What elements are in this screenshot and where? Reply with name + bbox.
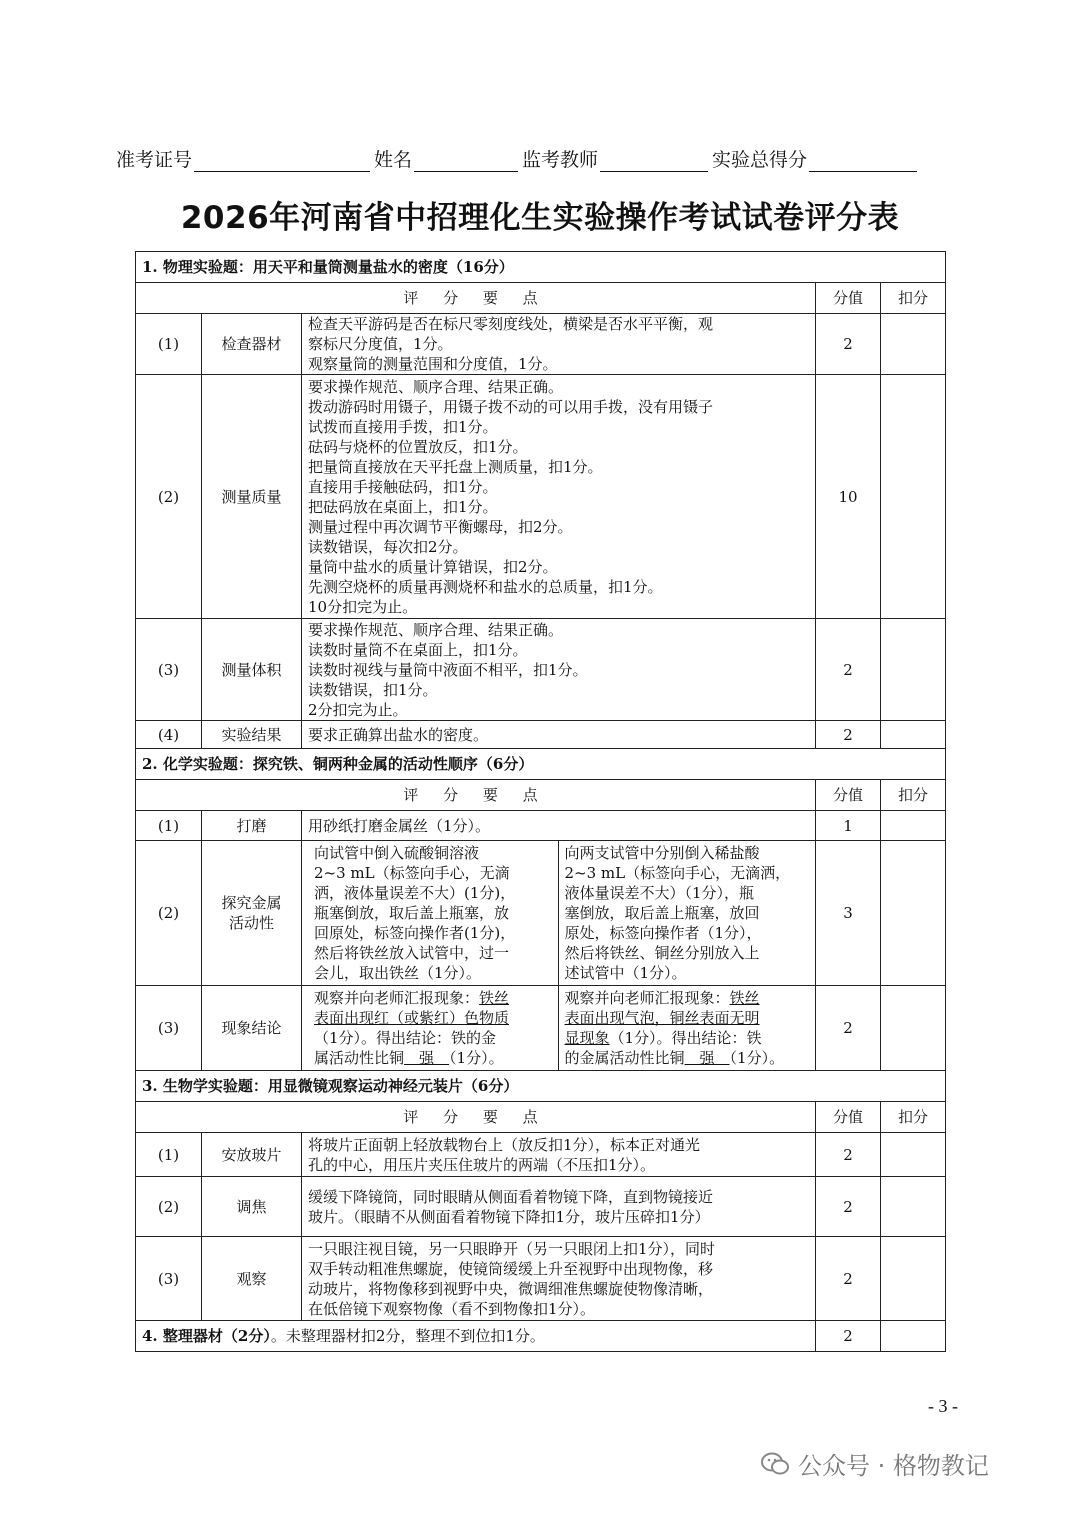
deduct-cell[interactable] bbox=[881, 1133, 946, 1177]
total-score-blank bbox=[809, 149, 917, 172]
table-row bbox=[136, 619, 946, 721]
page-number: - 3 - bbox=[928, 1396, 958, 1416]
row-item: 探究金属 活动性 bbox=[202, 841, 302, 986]
row-item: 现象结论 bbox=[202, 986, 302, 1071]
table-row bbox=[136, 314, 946, 375]
row-score: 2 bbox=[816, 721, 881, 749]
section-heading: 2. 化学实验题：探究铁、铜两种金属的活动性顺序（6分） bbox=[136, 749, 946, 780]
row-criteria: 要求操作规范、顺序合理、结果正确。 读数时量筒不在桌面上，扣1分。 读数时视线与量筒中液面不相平，扣1分。 读数错误，扣1分。 2分扣完为止。 bbox=[302, 619, 816, 721]
score-table bbox=[135, 251, 946, 1352]
row-item: 测量质量 bbox=[202, 375, 302, 619]
row-number: (3) bbox=[136, 986, 202, 1071]
table-row bbox=[136, 721, 946, 749]
row-score: 10 bbox=[816, 375, 881, 619]
column-header-deduct: 扣分 bbox=[881, 780, 946, 811]
row-score: 2 bbox=[816, 986, 881, 1071]
row-number: (4) bbox=[136, 721, 202, 749]
column-header-deduct: 扣分 bbox=[881, 283, 946, 314]
row-criteria: 检查天平游码是否在标尺零刻度线处，横梁是否水平平衡，观 察标尺分度值，1分。 观察量筒的测量范围和分度值，1分。 bbox=[302, 314, 816, 375]
row-criteria bbox=[302, 986, 816, 1071]
name-blank bbox=[414, 149, 518, 172]
row-score: 2 bbox=[816, 619, 881, 721]
deduct-cell[interactable] bbox=[881, 375, 946, 619]
row-item: 安放玻片 bbox=[202, 1133, 302, 1177]
row-score: 2 bbox=[816, 314, 881, 375]
row-criteria: 缓缓下降镜筒，同时眼睛从侧面看着物镜下降，直到物镜接近 玻片。（眼睛不从侧面看着物镜下降扣1分，玻片压碎扣1分） bbox=[302, 1177, 816, 1237]
row-score: 2 bbox=[816, 1321, 881, 1352]
page-title: 2026年河南省中招理化生实验操作考试试卷评分表 bbox=[180, 200, 900, 236]
row-item: 实验结果 bbox=[202, 721, 302, 749]
row-score: 1 bbox=[816, 811, 881, 841]
name-label: 姓名 bbox=[374, 149, 413, 171]
row-item: 测量体积 bbox=[202, 619, 302, 721]
table-row bbox=[136, 375, 946, 619]
table-row bbox=[136, 1133, 946, 1177]
table-row bbox=[136, 986, 946, 1071]
table-row bbox=[136, 1237, 946, 1321]
total-score-label: 实验总得分 bbox=[712, 149, 808, 171]
criteria-left: 观察并向老师汇报现象：铁丝 表面出现红（或紫红）色物质 （1分）。得出结论：铁的金 属活动性比铜 强 （1分）。 bbox=[308, 986, 559, 1070]
watermark-text: 公众号 · 格物教记 bbox=[798, 1452, 989, 1480]
deduct-cell[interactable] bbox=[881, 811, 946, 841]
column-header-points: 评 分 要 点 bbox=[136, 1102, 816, 1133]
deduct-cell[interactable] bbox=[881, 1177, 946, 1237]
table-row bbox=[136, 811, 946, 841]
deduct-cell[interactable] bbox=[881, 841, 946, 986]
criteria-right: 向两支试管中分别倒入稀盐酸 2~3 mL（标签向手心，无滴洒， 液体量误差不大）（1分），瓶 塞倒放，取后盖上瓶塞，放回 原处，标签向操作者（1分）， 然后将铁丝、铜丝分别放入上 述试管中（1分）。 bbox=[564, 844, 791, 982]
proctor-blank bbox=[600, 149, 708, 172]
row-criteria: 要求正确算出盐水的密度。 bbox=[302, 721, 816, 749]
deduct-cell[interactable] bbox=[881, 1237, 946, 1321]
row-number: (2) bbox=[136, 1177, 202, 1237]
row-criteria: 一只眼注视目镜，另一只眼睁开（另一只眼闭上扣1分），同时 双手转动粗准焦螺旋，使镜筒缓缓上升至视野中出现物像，移 动玻片，将物像移到视野中央，微调细准焦螺旋使物像清晰， 在低倍镜下观察物像（看不到物像扣1分）。 bbox=[302, 1237, 816, 1321]
row-number: (2) bbox=[136, 841, 202, 986]
column-header-points: 评 分 要 点 bbox=[136, 283, 816, 314]
column-header-score: 分值 bbox=[816, 1102, 881, 1133]
row-item: 检查器材 bbox=[202, 314, 302, 375]
section-heading: 3. 生物学实验题：用显微镜观察运动神经元装片（6分） bbox=[136, 1071, 946, 1102]
table-row bbox=[136, 1177, 946, 1237]
section-heading: 1. 物理实验题：用天平和量筒测量盐水的密度（16分） bbox=[136, 252, 946, 283]
deduct-cell[interactable] bbox=[881, 619, 946, 721]
deduct-cell[interactable] bbox=[881, 314, 946, 375]
row-number: (1) bbox=[136, 811, 202, 841]
row-item: 打磨 bbox=[202, 811, 302, 841]
row-score: 2 bbox=[816, 1133, 881, 1177]
row-score: 2 bbox=[816, 1177, 881, 1237]
column-header-points: 评 分 要 点 bbox=[136, 780, 816, 811]
row-criteria: 要求操作规范、顺序合理、结果正确。 拨动游码时用镊子，用镊子拨不动的可以用手拨，没有用镊子 试拨而直接用手拨，扣1分。 砝码与烧杯的位置放反，扣1分。 把量筒直接放在天平托盘上测质量，扣1分。 直接用手接触砝码，扣1分。 把砝码放在桌面上，扣1分。 测量过程中再次调节平衡螺母，扣2分。 读数错误，每次扣2分。 量筒中盐水的质量计算错误，扣2分。 先测空烧杯的质量再测烧杯和盐水的总质量，扣1分。 10分扣完为止。 bbox=[302, 375, 816, 619]
row-score: 3 bbox=[816, 841, 881, 986]
deduct-cell[interactable] bbox=[881, 1321, 946, 1352]
row-number: (3) bbox=[136, 619, 202, 721]
proctor-label: 监考教师 bbox=[522, 149, 599, 171]
row-number: (3) bbox=[136, 1237, 202, 1321]
row-number: (2) bbox=[136, 375, 202, 619]
ticket-label: 准考证号 bbox=[116, 149, 193, 171]
criteria-right: 观察并向老师汇报现象：铁丝 表面出现气泡，铜丝表面无明 显现象（1分）。得出结论：铁 的金属活动性比铜 强 （1分）。 bbox=[564, 989, 785, 1067]
deduct-cell[interactable] bbox=[881, 721, 946, 749]
wechat-icon bbox=[760, 1451, 790, 1477]
column-header-score: 分值 bbox=[816, 283, 881, 314]
row-criteria: 用砂纸打磨金属丝（1分）。 bbox=[302, 811, 816, 841]
ticket-blank bbox=[194, 149, 370, 172]
table-row bbox=[136, 1321, 946, 1352]
row-item: 调焦 bbox=[202, 1177, 302, 1237]
row-score: 2 bbox=[816, 1237, 881, 1321]
row-criteria: 将玻片正面朝上轻放载物台上（放反扣1分），标本正对通光 孔的中心，用压片夹压住玻片的两端（不压扣1分）。 bbox=[302, 1133, 816, 1177]
row-item: 观察 bbox=[202, 1237, 302, 1321]
criteria-left: 向试管中倒入硫酸铜溶液 2~3 mL（标签向手心，无滴 洒，液体量误差不大）(1分)， 瓶塞倒放，取后盖上瓶塞，放 回原处，标签向操作者(1分)， 然后将铁丝放入试管中，过一 会儿，取出铁丝（1分）。 bbox=[308, 841, 559, 985]
section-heading: 4. 整理器材（2分）。未整理器材扣2分，整理不到位扣1分。 bbox=[136, 1321, 816, 1352]
column-header-deduct: 扣分 bbox=[881, 1102, 946, 1133]
column-header-score: 分值 bbox=[816, 780, 881, 811]
exam-info-line bbox=[116, 144, 976, 172]
row-number: (1) bbox=[136, 1133, 202, 1177]
table-row bbox=[136, 841, 946, 986]
deduct-cell[interactable] bbox=[881, 986, 946, 1071]
row-criteria bbox=[302, 841, 816, 986]
watermark bbox=[760, 1446, 989, 1481]
row-number: (1) bbox=[136, 314, 202, 375]
